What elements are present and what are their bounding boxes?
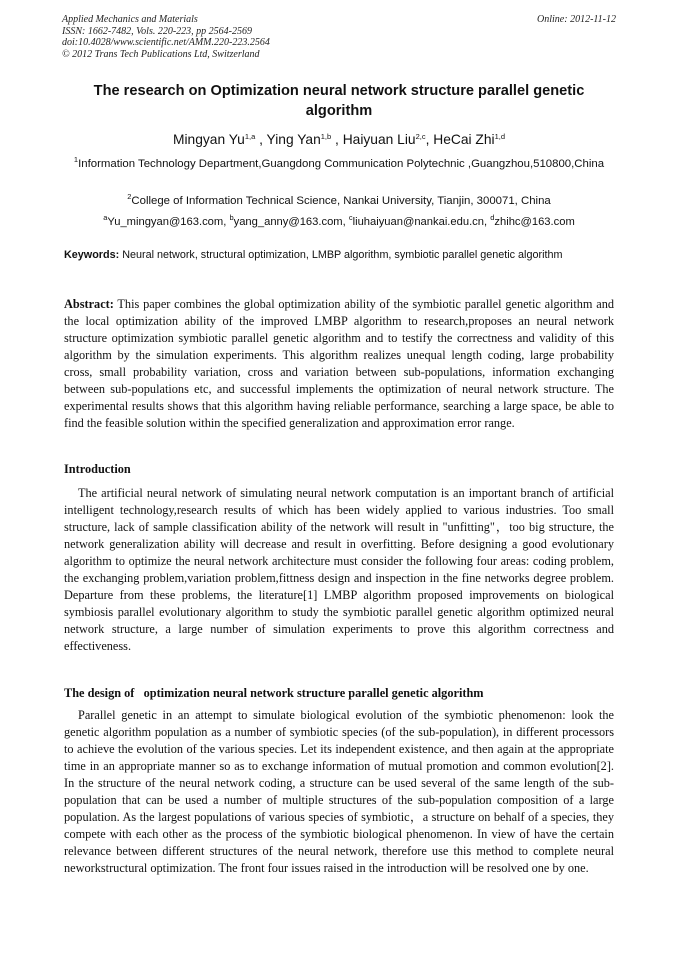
author-affiliation-mark: 2,c [415,132,426,141]
author-name: Ying Yan [266,132,321,147]
keywords-label: Keywords: [64,249,120,261]
email-list [62,214,616,230]
abstract [64,296,614,432]
affiliation-1 [62,156,616,172]
journal-info [62,14,270,60]
keywords-text: Neural network, structural optimization, LMBP algorithm, symbiotic parallel genetic algorithm [119,249,563,261]
author-name: Mingyan Yu [172,132,245,147]
copyright-line: © 2012 Trans Tech Publications Ltd, Switzerland [62,48,260,60]
affiliation-text: Information Technology Department,Guangdong Communication Polytechnic ,Guangzhou,510800,China [78,158,605,170]
affiliation-mark: 2 [127,192,132,201]
section-heading-introduction: Introduction [64,462,131,476]
email-link[interactable]: liuhaiyuan@nankai.edu.cn, [352,216,491,228]
author-separator: , [255,132,267,147]
introduction-paragraph: The artificial neural network of simulating neural network computation is an important branch of artificial intelligent technology,research results of which has been widely applied to various industries. Too small structure, lack of sample classification ability of the network will result in "unfitting"，too big structure, the network generalization ability will decrease and result in overfitting. Before designing a good evolutionary algorithm to optimize the neural network architecture must consider the following four areas: coding problem, the exchanging problem,variation problem,fittness design and inspection in the fine networks degree problem. Departure from these problems, the literature[1] LMBP algorithm proposed improvements on biological symbiosis parallel evolutionary algorithm to study the symbiotic parallel genetic algorithm optimized neural network structure, a large number of simulation experiments to prove this algorithm correctness and effectiveness. [64,486,614,653]
author-affiliation-mark: 1,b [320,132,332,141]
email-mark: b [229,213,234,222]
email-link[interactable]: Yu_mingyan@163.com, [107,216,230,228]
author-separator: , [425,132,434,147]
issn-line: ISSN: 1662-7482, Vols. 220-223, pp 2564-2569 [62,25,252,37]
paper-title: The research on Optimization neural network structure parallel genetic algorithm [93,83,585,119]
keywords [64,249,614,263]
online-date: Online: 2012-11-12 [537,14,616,25]
author-affiliation-mark: 1,a [244,132,256,141]
abstract-label: Abstract: [64,297,114,311]
section-heading-design: The design of optimization neural network structure parallel genetic algorithm [64,686,484,700]
affiliation-text: College of Information Technical Science, Nankai University, Tianjin, 300071, China [131,195,551,207]
author-name: Haiyuan Liu [342,132,416,147]
doi-line: doi:10.4028/www.scientific.net/AMM.220-223.2564 [62,37,270,48]
affiliation-mark: 1 [73,155,79,164]
email-link[interactable]: zhihc@163.com [494,216,575,228]
author-separator: , [331,132,343,147]
abstract-text: This paper combines the global optimization ability of the symbiotic parallel genetic algorithm and the local optimization ability of the improved LMBP algorithm to research,proposes an neural network structure optimization symbiotic parallel genetic algorithm and to testify the correctness and validity of this algorithm by the simulation experiments. This algorithm realizes unequal length coding, large probability cross, small probability variation, cross and variation between sub-populations, information exchanging between sub-populations etc, and successful implements the optimization of neural network structure. The experimental results shows that this algorithm having reliable performance, searching a large space, be able to find the feasible solution within the specified generalization and approximation error range. [64,297,614,430]
author-list [62,130,616,150]
author-affiliation-mark: 1,d [494,132,506,141]
journal-name: Applied Mechanics and Materials [62,14,198,25]
design-paragraph: Parallel genetic in an attempt to simulate biological evolution of the symbiotic phenomenon: look the genetic algorithm population as a number of symbiotic species (of the sub-population), in different processors to achieve the evolution of the various species. Let its independent existence, and then again at the appropriate time in an appropriate manner so as to exchange information of mutual promotion and common evolution[2]. In the structure of the neural network coding, a structure can be used several of the same length of the sub-population that can be used a number of multiple structures of the sub-population composition of a large population. As the largest populations of various species of symbiotic，a structure on behalf of a species, they compete with each other as the process of the symbiotic biological phenomenon. In view of have the certain relevance between different structures of the neural network, therefore use this method to complete neural neworkstructural optimization. The front four issues raised in the introduction will be resolved one by one. [64,708,614,875]
author-name: HeCai Zhi [433,132,495,147]
journal-header [62,14,616,60]
email-mark: c [348,213,353,222]
email-link[interactable]: yang_anny@163.com, [233,216,349,228]
email-mark: d [490,213,495,222]
affiliation-2 [62,193,616,209]
email-mark: a [103,213,108,222]
